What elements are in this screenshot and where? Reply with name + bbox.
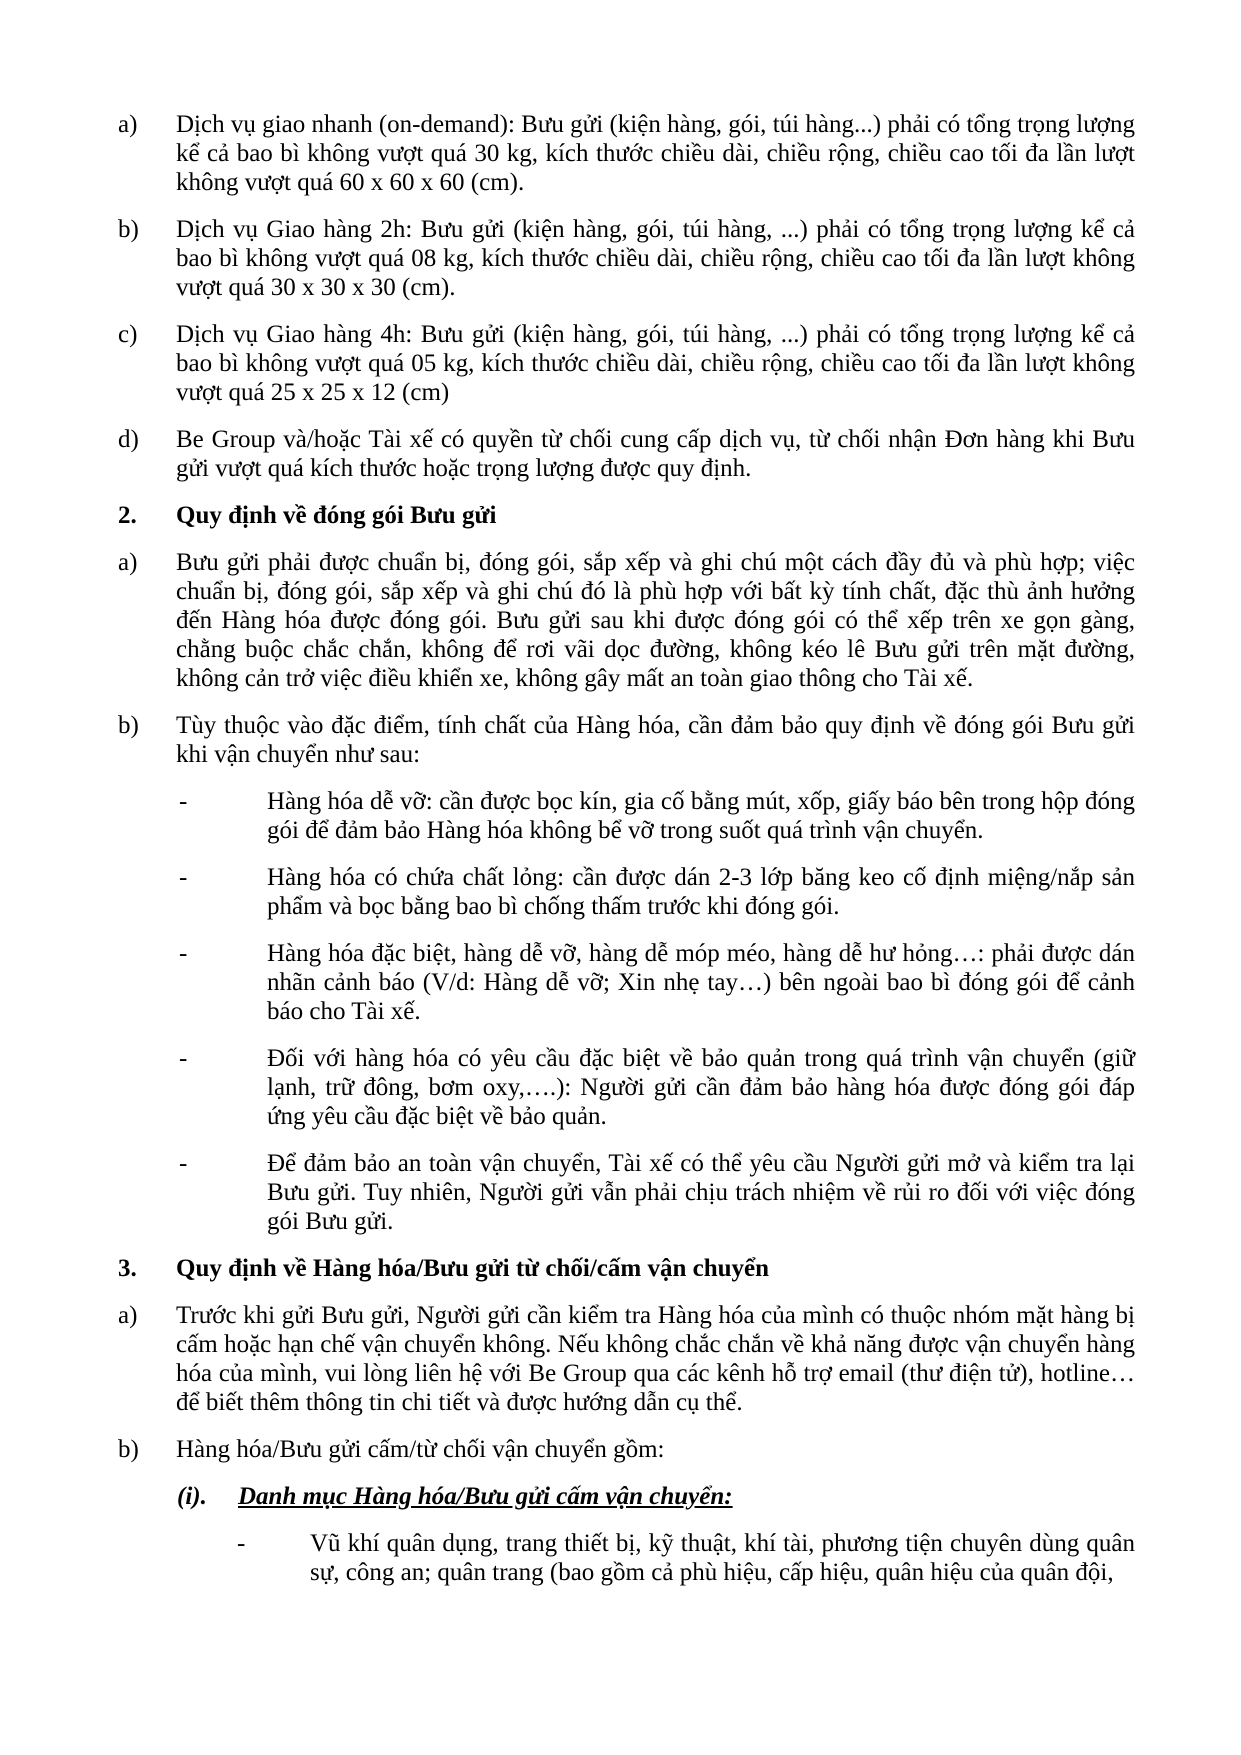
list-item-text: Hàng hóa/Bưu gửi cấm/từ chối vận chuyển gồm: xyxy=(176,1436,665,1463)
list-item-label: b) xyxy=(118,712,139,739)
list-item xyxy=(118,320,1135,407)
section-heading-number: 2. xyxy=(118,502,137,529)
bullet-text: Đối với hàng hóa có yêu cầu đặc biệt về bảo quản trong quá trình vận chuyển (giữ lạnh, trữ đông, bơm oxy,….): Người gửi cần đảm bảo hàng hóa được đóng gói đáp ứng yêu cầu đặc biệt về bảo quản. xyxy=(267,1045,1135,1130)
bullet-text: Vũ khí quân dụng, trang thiết bị, kỹ thuật, khí tài, phương tiện chuyên dùng quân sự, công an; quân trang (bao gồm cả phù hiệu, cấp hiệu, quân hiệu của quân đội, xyxy=(310,1530,1135,1586)
list-item-label: a) xyxy=(118,549,138,576)
bullet-item xyxy=(118,939,1135,1026)
list-item-text: Bưu gửi phải được chuẩn bị, đóng gói, sắp xếp và ghi chú một cách đầy đủ và phù hợp; việc chuẩn bị, đóng gói, sắp xếp và ghi chú đó là phù hợp với bất kỳ tính chất, đặc thù ảnh hưởng đến Hàng hóa được đóng gói. Bưu gửi sau khi được đóng gói có thể xếp trên xe gọn gàng, chằng buộc chắc chắn, không để rơi vãi dọc đường, không kéo lê Bưu gửi trên mặt đường, không cản trở việc điều khiển xe, không gây mất an toàn giao thông cho Tài xế. xyxy=(176,549,1135,692)
list-item-text: Dịch vụ Giao hàng 4h: Bưu gửi (kiện hàng, gói, túi hàng, ...) phải có tổng trọng lượng kể cả bao bì không vượt quá 05 kg, kích thước chiều dài, chiều rộng, chiều cao tối đa lần lượt không vượt quá 25 x 25 x 12 (cm) xyxy=(176,321,1135,406)
bullet-item xyxy=(118,1529,1135,1587)
sub-heading-underlined-text: Danh mục Hàng hóa/Bưu gửi cấm vận chuyển: xyxy=(238,1483,733,1510)
list-item xyxy=(118,1301,1135,1417)
bullet-item xyxy=(118,1044,1135,1131)
bullet-item xyxy=(118,1149,1135,1236)
list-item-label: b) xyxy=(118,216,139,243)
sub-heading-text xyxy=(238,1482,1135,1511)
bullet-text: Hàng hóa có chứa chất lỏng: cần được dán 2-3 lớp băng keo cố định miệng/nắp sản phẩm và bọc bằng bao bì chống thấm trước khi đóng gói. xyxy=(267,864,1135,920)
section-heading-text: Quy định về đóng gói Bưu gửi xyxy=(176,502,497,529)
list-item xyxy=(118,215,1135,302)
list-item xyxy=(118,548,1135,693)
list-item-text: Tùy thuộc vào đặc điểm, tính chất của Hàng hóa, cần đảm bảo quy định về đóng gói Bưu gửi khi vận chuyển như sau: xyxy=(176,712,1135,768)
bullet-item xyxy=(118,787,1135,845)
bullet-dash: - xyxy=(179,1045,188,1072)
bullet-text: Hàng hóa đặc biệt, hàng dễ vỡ, hàng dễ móp méo, hàng dễ hư hỏng…: phải được dán nhãn cảnh báo (V/d: Hàng dễ vỡ; Xin nhẹ tay…) bên ngoài bao bì đóng gói để cảnh báo cho Tài xế. xyxy=(267,940,1135,1025)
section-heading xyxy=(118,1254,1135,1283)
section-heading-text: Quy định về Hàng hóa/Bưu gửi từ chối/cấm vận chuyển xyxy=(176,1255,770,1282)
bullet-dash: - xyxy=(179,940,188,967)
section-heading xyxy=(118,501,1135,530)
list-item-text: Dịch vụ giao nhanh (on-demand): Bưu gửi (kiện hàng, gói, túi hàng...) phải có tổng trọng lượng kể cả bao bì không vượt quá 30 kg, kích thước chiều dài, chiều rộng, chiều cao tối đa lần lượt không vượt quá 60 x 60 x 60 (cm). xyxy=(176,111,1135,196)
bullet-dash: - xyxy=(179,1150,188,1177)
list-item-label: b) xyxy=(118,1436,139,1463)
sub-heading xyxy=(118,1482,1135,1511)
bullet-dash: - xyxy=(179,864,188,891)
list-item-label: c) xyxy=(118,321,138,348)
list-item xyxy=(118,110,1135,197)
list-item-text: Dịch vụ Giao hàng 2h: Bưu gửi (kiện hàng, gói, túi hàng, ...) phải có tổng trọng lượng kể cả bao bì không vượt quá 08 kg, kích thước chiều dài, chiều rộng, chiều cao tối đa lần lượt không vượt quá 30 x 30 x 30 (cm). xyxy=(176,216,1135,301)
list-item-label: a) xyxy=(118,1302,138,1329)
list-item-label: a) xyxy=(118,111,138,138)
list-item xyxy=(118,425,1135,483)
bullet-dash: - xyxy=(179,788,188,815)
list-item-text: Trước khi gửi Bưu gửi, Người gửi cần kiểm tra Hàng hóa của mình có thuộc nhóm mặt hàng bị cấm hoặc hạn chế vận chuyển không. Nếu không chắc chắn về khả năng được vận chuyển hàng hóa của mình, vui lòng liên hệ với Be Group qua các kênh hỗ trợ email (thư điện tử), hotline… để biết thêm thông tin chi tiết và được hướng dẫn cụ thể. xyxy=(176,1302,1135,1416)
bullet-text: Hàng hóa dễ vỡ: cần được bọc kín, gia cố bằng mút, xốp, giấy báo bên trong hộp đóng gói để đảm bảo Hàng hóa không bể vỡ trong suốt quá trình vận chuyển. xyxy=(267,788,1135,844)
list-item-text: Be Group và/hoặc Tài xế có quyền từ chối cung cấp dịch vụ, từ chối nhận Đơn hàng khi Bưu gửi vượt quá kích thước hoặc trọng lượng được quy định. xyxy=(176,426,1135,482)
section-heading-number: 3. xyxy=(118,1255,137,1282)
list-item xyxy=(118,711,1135,769)
bullet-text: Để đảm bảo an toàn vận chuyển, Tài xế có thể yêu cầu Người gửi mở và kiểm tra lại Bưu gửi. Tuy nhiên, Người gửi vẫn phải chịu trách nhiệm về rủi ro đối với việc đóng gói Bưu gửi. xyxy=(267,1150,1135,1235)
list-item xyxy=(118,1435,1135,1464)
bullet-item xyxy=(118,863,1135,921)
bullet-dash: - xyxy=(237,1530,246,1557)
list-item-label: d) xyxy=(118,426,139,453)
sub-heading-number: (i). xyxy=(177,1483,207,1510)
